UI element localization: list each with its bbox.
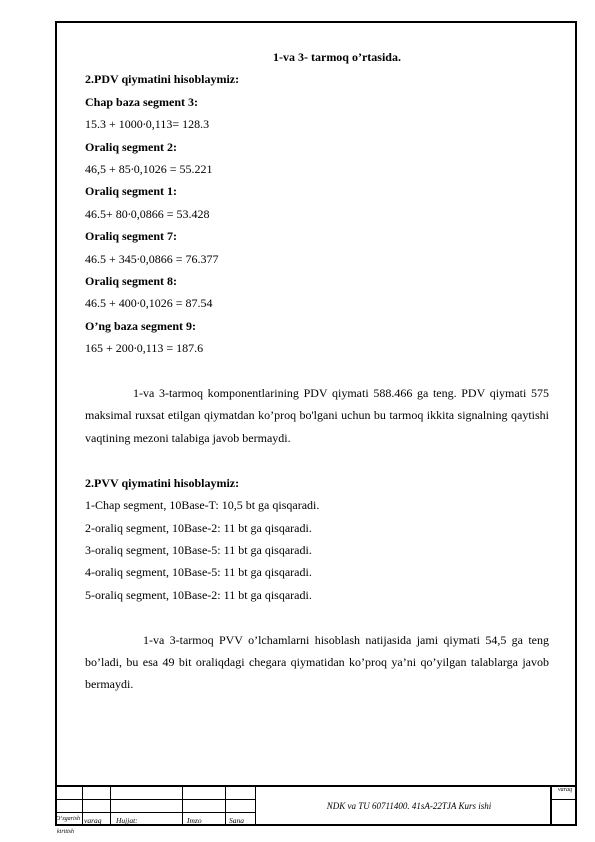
pdv-conclusion: 1-va 3-tarmoq komponentlarining PDV qiymati 588.466 ga teng. PDV qiymati 575 maksimal ruxsat etilgan qiymatdan ko’proq bo'lgani uchun bu tarmoq ikkita signalning qaytishi vaqtining mezoni talabiga javob bermaydi.: [85, 386, 549, 445]
col-imzo-label: Imzo: [187, 816, 202, 825]
title-block: [55, 785, 577, 826]
pvv-line: 2-oraliq segment, 10Base-2: 11 bt ga qisqaradi.: [85, 520, 312, 535]
segment-label: Oraliq segment 8:: [85, 274, 177, 289]
doc-title: NDK va TU 60711400. 41sA-22TJA Kurs ishi: [326, 801, 492, 811]
pvv-conclusion: 1-va 3-tarmoq PVV o’lchamlarni hisoblash natijasida jami qiymati 54,5 ga teng bo’ladi, bu esa 49 bit oraliqdagi chegara qiymatidan ko’proq ya’ni qo’yilgan talablarga javob bermaydi.: [85, 632, 549, 692]
pvv-heading: 2.PVV qiymatini hisoblaymiz:: [85, 475, 240, 490]
segment-formula: 46.5 + 400∙0,1026 = 87.54: [85, 296, 213, 311]
segment-formula: 46.5 + 345∙0,0866 = 76.377: [85, 251, 219, 266]
col-hujjat-label: Hujjat:: [116, 816, 138, 825]
pvv-line: 5-oraliq segment, 10Base-2: 11 bt ga qisqaradi.: [85, 587, 312, 602]
segment-label: Oraliq segment 7:: [85, 229, 177, 244]
below-block-text: kiritish: [57, 829, 75, 835]
pdv-heading: 2.PDV qiymatini hisoblaymiz:: [85, 72, 240, 87]
segment-formula: 15.3 + 1000∙0,113= 128.3: [85, 117, 210, 132]
segment-formula: 46,5 + 85∙0,1026 = 55.221: [85, 162, 213, 177]
segment-formula: 46.5+ 80∙0,0866 = 53.428: [85, 206, 210, 221]
right-varaq-label: varaq: [558, 787, 572, 793]
pvv-line: 1-Chap segment, 10Base-T: 10,5 bt ga qisqaradi.: [85, 498, 320, 513]
segment-label: O’ng baza segment 9:: [85, 318, 196, 333]
segment-formula: 165 + 200∙0,113 = 187.6: [85, 341, 204, 356]
segment-label: Oraliq segment 2:: [85, 139, 177, 154]
col-sana-label: Sana: [229, 816, 244, 825]
col-ozgarish-label: O‘zgarish: [56, 816, 81, 822]
segment-label: Oraliq segment 1:: [85, 184, 177, 199]
page-title: 1-va 3- tarmoq o’rtasida.: [273, 50, 401, 64]
pvv-line: 4-oraliq segment, 10Base-5: 11 bt ga qisqaradi.: [85, 565, 312, 580]
col-varaq-label: varaq: [84, 816, 102, 825]
document-body: [85, 46, 549, 696]
segment-label: Chap baza segment 3:: [85, 94, 198, 109]
pvv-line: 3-oraliq segment, 10Base-5: 11 bt ga qisqaradi.: [85, 542, 312, 557]
